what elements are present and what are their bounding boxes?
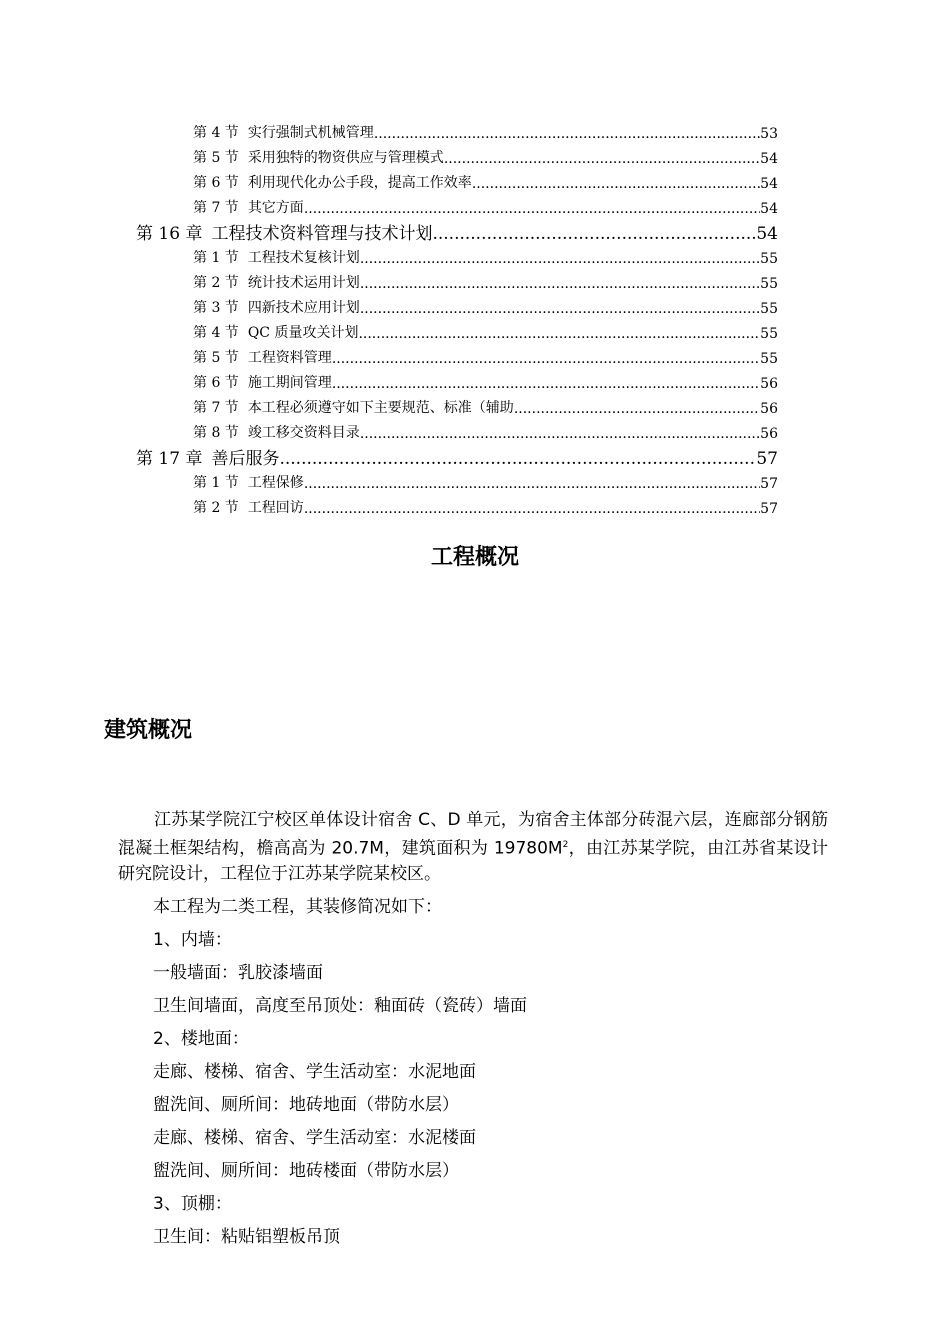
toc-title: 采用独特的物资供应与管理模式: [247, 150, 444, 166]
toc-number: 第 1 节: [193, 475, 239, 491]
toc-number: 第 16 章: [136, 224, 203, 244]
toc-number: 第 17 章: [136, 449, 203, 469]
toc-entry[interactable]: [193, 197, 778, 217]
toc-number: 第 6 节: [193, 175, 239, 191]
toc-title: 工程资料管理: [247, 350, 332, 366]
list-heading-ceiling: 3、顶棚：: [153, 1194, 232, 1214]
toc-page-number: 55: [760, 251, 778, 267]
toc-page-number: 56: [760, 376, 778, 392]
toc-entry[interactable]: [193, 347, 778, 367]
toc-title: 善后服务: [211, 449, 280, 469]
toc-chapter-entry[interactable]: [136, 445, 778, 469]
toc-entry[interactable]: [193, 147, 778, 167]
toc-page-number: 54: [760, 176, 778, 192]
body-line: 本工程为二类工程，其装修简况如下：: [153, 897, 442, 917]
toc-number: 第 4 节: [193, 325, 239, 341]
toc-page-number: 54: [756, 224, 778, 244]
intro-text-part1: 江苏某学院江宁校区单体设计宿舍 C、D 单元，为宿舍主体部分砖混六层，连廊部分钢筋混凝土框架结构，檐高高为 20.7M，建筑面积为 19780M: [118, 810, 828, 859]
toc-page-number: 56: [760, 426, 778, 442]
toc-leader: [332, 376, 760, 392]
toc-title: 工程回访: [247, 500, 304, 516]
toc-leader: [514, 401, 760, 417]
body-line: 卫生间墙面，高度至吊顶处：釉面砖（瓷砖）墙面: [153, 996, 527, 1016]
intro-text-part2: ，由江苏某学院，由江苏省某设计研究院设计，工程位于江苏某学院某校区。: [118, 838, 829, 884]
body-line: 走廊、楼梯、宿舍、学生活动室：水泥楼面: [153, 1128, 476, 1148]
toc-entry[interactable]: [193, 297, 778, 317]
toc-leader: [304, 501, 760, 517]
body-line: 盥洗间、厕所间：地砖楼面（带防水层）: [153, 1161, 459, 1181]
toc-title: 工程技术资料管理与技术计划: [211, 224, 433, 244]
list-heading-interior-wall: 1、内墙：: [153, 930, 232, 950]
toc-leader: [374, 126, 760, 142]
toc-entry[interactable]: [193, 422, 778, 442]
toc-number: 第 7 节: [193, 400, 239, 416]
toc-leader: [432, 224, 756, 244]
toc-title: 四新技术应用计划: [247, 300, 360, 316]
toc-number: 第 7 节: [193, 200, 239, 216]
toc-entry[interactable]: [193, 172, 778, 192]
toc-title: 施工期间管理: [247, 375, 332, 391]
toc-leader: [360, 426, 760, 442]
body-line: 一般墙面：乳胶漆墙面: [153, 963, 323, 983]
toc-page-number: 55: [760, 276, 778, 292]
toc-title: 工程技术复核计划: [247, 250, 360, 266]
toc-leader: [304, 476, 760, 492]
toc-title: 竣工移交资料目录: [247, 425, 360, 441]
toc-entry[interactable]: [193, 322, 778, 342]
toc-title: QC 质量攻关计划: [247, 325, 359, 341]
toc-entry[interactable]: [193, 122, 778, 142]
toc-number: 第 1 节: [193, 250, 239, 266]
toc-entry[interactable]: [193, 272, 778, 292]
toc-title: 本工程必须遵守如下主要规范、标准（辅助: [247, 400, 514, 416]
toc-page-number: 54: [760, 201, 778, 217]
toc-number: 第 4 节: [193, 125, 239, 141]
toc-leader: [444, 151, 760, 167]
body-line: 盥洗间、厕所间：地砖地面（带防水层）: [153, 1095, 459, 1115]
toc-number: 第 6 节: [193, 375, 239, 391]
toc-page-number: 57: [760, 476, 778, 492]
toc-title: 工程保修: [247, 475, 304, 491]
toc-entry[interactable]: [193, 472, 778, 492]
intro-paragraph: [118, 808, 828, 887]
toc-leader: [304, 201, 760, 217]
toc-page-number: 55: [760, 301, 778, 317]
toc-leader: [360, 301, 760, 317]
toc-title: 统计技术运用计划: [247, 275, 360, 291]
toc-entry[interactable]: [193, 372, 778, 392]
toc-leader: [358, 326, 760, 342]
toc-number: 第 2 节: [193, 500, 239, 516]
toc-page-number: 57: [756, 449, 778, 469]
toc-page-number: 53: [760, 126, 778, 142]
toc-entry[interactable]: [193, 397, 778, 417]
toc-title: 利用现代化办公手段，提高工作效率: [247, 175, 472, 191]
toc-entry[interactable]: [193, 247, 778, 267]
toc-leader: [472, 176, 760, 192]
body-line: 卫生间：粘贴铝塑板吊顶: [153, 1227, 340, 1247]
toc-leader: [332, 351, 760, 367]
toc-page-number: 56: [760, 401, 778, 417]
toc-leader: [360, 276, 760, 292]
subsection-heading-building-overview: 建筑概况: [104, 718, 193, 743]
toc-leader: [279, 449, 756, 469]
toc-page-number: 55: [760, 326, 778, 342]
toc-page-number: 55: [760, 351, 778, 367]
toc-chapter-entry[interactable]: [136, 220, 778, 244]
toc-number: 第 5 节: [193, 350, 239, 366]
toc-number: 第 8 节: [193, 425, 239, 441]
toc-title: 实行强制式机械管理: [247, 125, 374, 141]
list-heading-floor: 2、楼地面：: [153, 1029, 249, 1049]
toc-entry[interactable]: [193, 497, 778, 517]
section-heading-project-overview: 工程概况: [430, 545, 519, 570]
toc-page-number: 57: [760, 501, 778, 517]
toc-number: 第 3 节: [193, 300, 239, 316]
superscript-2: 2: [562, 840, 569, 850]
toc-page-number: 54: [760, 151, 778, 167]
toc-title: 其它方面: [247, 200, 304, 216]
body-line: 走廊、楼梯、宿舍、学生活动室：水泥地面: [153, 1062, 476, 1082]
toc-number: 第 5 节: [193, 150, 239, 166]
toc-number: 第 2 节: [193, 275, 239, 291]
toc-leader: [360, 251, 760, 267]
